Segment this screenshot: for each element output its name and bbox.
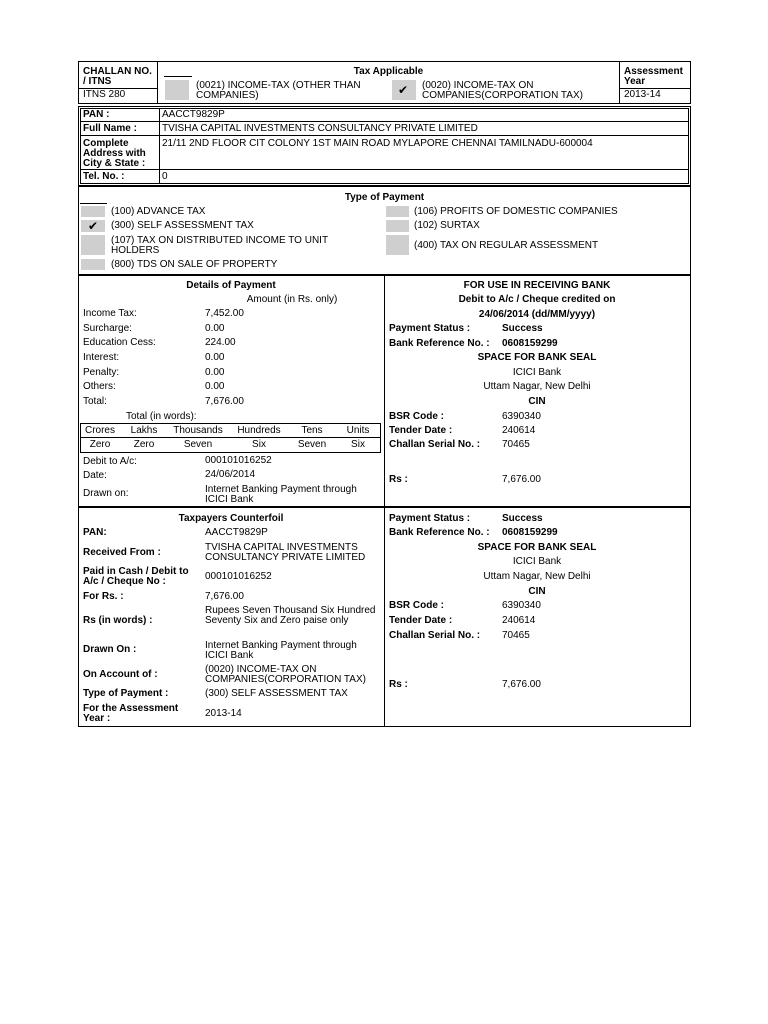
taxpayer-row-3: [80, 169, 689, 170]
address-value: 21/11 2ND FLOOR CIT COLONY 1ST MAIN ROAD MYLAPORE CHENNAI TAMILNADU-600004: [162, 138, 593, 149]
education-cess-label: Education Cess:: [83, 337, 156, 348]
cf-year-label: For the Assessment Year :: [83, 703, 179, 724]
debit-credited-date: 24/06/2014 (dd/MM/yyyy): [478, 309, 596, 320]
checkbox-icon[interactable]: [81, 206, 105, 217]
cf-for-rs-label: For Rs. :: [83, 591, 124, 602]
income-tax-label: Income Tax:: [83, 308, 137, 319]
payment-option-102: (102) SURTAX: [414, 220, 480, 231]
surcharge-label: Surcharge:: [83, 323, 132, 334]
drawn-on-value: Internet Banking Payment through ICICI Bank: [205, 484, 357, 505]
cf-payment-status-value: Success: [502, 513, 543, 524]
cf-pan-value: AACCT9829P: [205, 527, 268, 538]
payment-option-100: (100) ADVANCE TAX: [111, 206, 206, 217]
checkbox-icon[interactable]: [386, 206, 409, 217]
bank-reference-value: 0608159299: [502, 338, 558, 349]
cf-year-value: 2013-14: [205, 708, 242, 719]
debit-label: Debit to A/c:: [83, 456, 137, 467]
type-of-payment-rule: [80, 203, 107, 204]
cf-account-label: On Account of :: [83, 669, 158, 680]
checkbox-icon[interactable]: [81, 235, 105, 255]
bank-seal-title: SPACE FOR BANK SEAL: [477, 352, 597, 363]
option-0020-label: (0020) INCOME-TAX ON COMPANIES(CORPORATION TAX): [422, 80, 583, 101]
cf-drawn-value: Internet Banking Payment through ICICI Bank: [205, 640, 357, 661]
cf-for-rs-value: 7,676.00: [205, 591, 244, 602]
bsr-code-label: BSR Code :: [389, 411, 444, 422]
words-value-thousands: Seven: [183, 439, 213, 450]
full-name-value: TVISHA CAPITAL INVESTMENTS CONSULTANCY PRIVATE LIMITED: [162, 123, 478, 134]
cf-type-label: Type of Payment :: [83, 688, 169, 699]
cf-bsr-code-value: 6390340: [502, 600, 541, 611]
cf-bank-name: ICICI Bank: [512, 556, 562, 567]
cf-rs-value: 7,676.00: [502, 679, 541, 690]
header-divider-right: [619, 61, 620, 104]
cf-rs-label: Rs :: [389, 679, 408, 690]
checkbox-icon[interactable]: [81, 259, 105, 270]
checkbox-icon[interactable]: [165, 80, 189, 100]
words-table-divider: [80, 437, 381, 438]
words-value-tens: Seven: [297, 439, 327, 450]
date-label: Date:: [83, 470, 107, 481]
counterfoil-divider: [384, 507, 385, 727]
others-value: 0.00: [205, 381, 225, 392]
words-header-lakhs: Lakhs: [130, 425, 158, 436]
receiving-bank-title: FOR USE IN RECEIVING BANK: [463, 280, 611, 291]
words-value-hundreds: Six: [252, 439, 266, 450]
debit-credited-line: Debit to A/c / Cheque credited on: [458, 294, 616, 305]
words-value-lakhs: Zero: [133, 439, 155, 450]
date-value: 24/06/2014: [205, 469, 256, 480]
cf-received-value: TVISHA CAPITAL INVESTMENTS CONSULTANCY PRIVATE LIMITED: [205, 542, 366, 563]
cf-bank-branch: Uttam Nagar, New Delhi: [483, 571, 591, 582]
itns-value: ITNS 280: [83, 89, 126, 100]
payment-option-300: (300) SELF ASSESSMENT TAX: [111, 220, 254, 231]
check-mark-icon: ✔: [398, 83, 409, 97]
challan-serial-label: Challan Serial No. :: [389, 439, 481, 450]
penalty-label: Penalty:: [83, 367, 120, 378]
payment-details-divider: [384, 275, 385, 507]
type-of-payment-title: Type of Payment: [344, 192, 425, 203]
pan-label: PAN :: [83, 109, 110, 120]
cf-rs-words-value: Rupees Seven Thousand Six Hundred Seventy Six and Zero paise only: [205, 605, 376, 626]
interest-label: Interest:: [83, 352, 120, 363]
cf-bank-reference-value: 0608159299: [502, 527, 558, 538]
option-0021-label: (0021) INCOME-TAX (OTHER THAN COMPANIES): [196, 80, 361, 101]
cf-account-value: (0020) INCOME-TAX ON COMPANIES(CORPORATION TAX): [205, 664, 366, 685]
bsr-code-value: 6390340: [502, 411, 541, 422]
full-name-label: Full Name :: [83, 123, 137, 134]
tax-applicable-rule: [164, 76, 192, 77]
cf-challan-serial-label: Challan Serial No. :: [389, 630, 481, 641]
checkbox-icon[interactable]: [386, 235, 409, 255]
pan-value: AACCT9829P: [162, 109, 225, 120]
cf-tender-date-value: 240614: [502, 615, 536, 626]
words-header-thousands: Thousands: [173, 425, 223, 436]
taxpayer-row-2: [80, 135, 689, 136]
penalty-value: 0.00: [205, 367, 225, 378]
interest-value: 0.00: [205, 352, 225, 363]
challan-serial-value: 70465: [502, 439, 530, 450]
others-label: Others:: [83, 381, 116, 392]
details-of-payment-title: Details of Payment: [186, 280, 276, 291]
cf-cin-label: CIN: [528, 586, 546, 597]
cf-bank-reference-label: Bank Reference No. :: [389, 527, 490, 538]
taxpayer-row-1: [80, 121, 689, 122]
words-header-hundreds: Hundreds: [237, 425, 281, 436]
words-value-crores: Zero: [89, 439, 111, 450]
income-tax-value: 7,452.00: [205, 308, 244, 319]
amount-note: Amount (in Rs. only): [246, 294, 338, 305]
total-label: Total:: [83, 396, 107, 407]
payment-option-107: (107) TAX ON DISTRIBUTED INCOME TO UNIT HOLDERS: [111, 235, 328, 256]
payment-option-106: (106) PROFITS OF DOMESTIC COMPANIES: [414, 206, 618, 217]
drawn-on-label: Drawn on:: [83, 488, 129, 499]
tel-label: Tel. No. :: [83, 171, 125, 182]
taxpayer-col-divider: [159, 108, 160, 184]
bank-name: ICICI Bank: [512, 367, 562, 378]
total-value: 7,676.00: [205, 396, 244, 407]
checkbox-icon[interactable]: [386, 220, 409, 232]
total-in-words-label: Total (in words):: [126, 411, 197, 422]
cf-bsr-code-label: BSR Code :: [389, 600, 444, 611]
payment-option-800: (800) TDS ON SALE OF PROPERTY: [111, 259, 278, 270]
rs-label: Rs :: [389, 474, 408, 485]
cf-pan-label: PAN:: [83, 527, 107, 538]
address-label: Complete Address with City & State :: [83, 138, 146, 169]
bank-branch: Uttam Nagar, New Delhi: [483, 381, 591, 392]
words-header-units: Units: [346, 425, 370, 436]
words-header-crores: Crores: [84, 425, 115, 436]
words-header-tens: Tens: [301, 425, 323, 436]
challan-no-label: CHALLAN NO. / ITNS: [83, 66, 152, 87]
tender-date-value: 240614: [502, 425, 536, 436]
education-cess-value: 224.00: [205, 337, 236, 348]
counterfoil-title: Taxpayers Counterfoil: [178, 513, 284, 524]
cin-label: CIN: [528, 396, 546, 407]
rs-value: 7,676.00: [502, 474, 541, 485]
words-value-units: Six: [351, 439, 365, 450]
cf-tender-date-label: Tender Date :: [389, 615, 453, 626]
cf-rs-words-label: Rs (in words) :: [83, 615, 153, 626]
cf-type-value: (300) SELF ASSESSMENT TAX: [205, 688, 348, 699]
tender-date-label: Tender Date :: [389, 425, 453, 436]
tel-value: 0: [162, 171, 168, 182]
check-mark-icon: ✔: [88, 219, 99, 233]
payment-status-value: Success: [502, 323, 543, 334]
tax-applicable-title: Tax Applicable: [353, 66, 424, 77]
cf-paid-label: Paid in Cash / Debit to A/c / Cheque No :: [83, 566, 189, 587]
surcharge-value: 0.00: [205, 323, 225, 334]
cf-payment-status-label: Payment Status :: [389, 513, 471, 524]
payment-option-400: (400) TAX ON REGULAR ASSESSMENT: [414, 240, 599, 251]
debit-value: 000101016252: [205, 455, 272, 466]
assessment-year-value: 2013-14: [624, 89, 661, 100]
cf-challan-serial-value: 70465: [502, 630, 530, 641]
cf-bank-seal-title: SPACE FOR BANK SEAL: [477, 542, 597, 553]
cf-paid-value: 000101016252: [205, 571, 272, 582]
payment-status-label: Payment Status :: [389, 323, 471, 334]
assessment-year-label: Assessment Year: [624, 66, 683, 87]
cf-drawn-label: Drawn On :: [83, 644, 137, 655]
bank-reference-label: Bank Reference No. :: [389, 338, 490, 349]
cf-received-label: Received From :: [83, 547, 161, 558]
